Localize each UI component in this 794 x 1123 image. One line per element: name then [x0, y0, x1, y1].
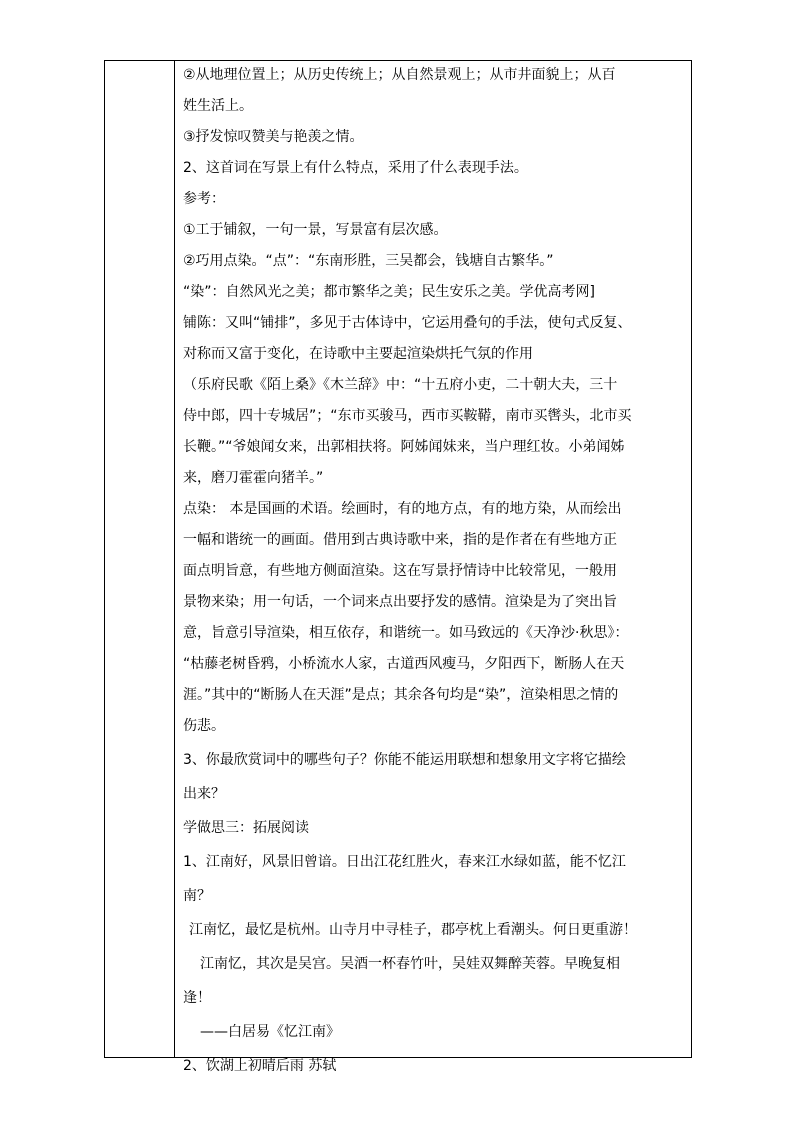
left-column-cell [105, 61, 175, 1057]
text-line: 伤悲。 [183, 718, 225, 734]
text-line: “染”：自然风光之美；都市繁华之美；民生安乐之美。学优高考网] [183, 284, 595, 300]
text-line: 意，旨意引导渲染，相互依存，和谐统一。如马致远的《天净沙·秋思》： [183, 625, 629, 641]
text-line: ③抒发惊叹赞美与艳羡之情。 [183, 129, 364, 145]
text-line: 侍中郎，四十专城居”；“东市买骏马，西市买鞍鞯，南市买辔头，北市买 [183, 408, 632, 424]
text-line: 涯。”其中的“断肠人在天涯”是点；其余各句均是“染”，渲染相思之情的 [183, 687, 619, 703]
text-line: 2、饮湖上初晴后雨 苏轼 [183, 1058, 337, 1074]
text-line: 出来？ [183, 786, 225, 802]
text-line: ②从地理位置上；从历史传统上；从自然景观上；从市井面貌上；从百 [183, 67, 616, 83]
text-line: 参考： [183, 191, 225, 207]
text-line: （乐府民歌《陌上桑》《木兰辞》中：“十五府小吏，二十朝大夫，三十 [183, 377, 618, 393]
text-line: ②巧用点染。“点”：“东南形胜，三吴都会，钱塘自古繁华。” [183, 253, 554, 269]
text-line: 面点明旨意，有些地方侧面渲染。这在写景抒情诗中比较常见，一般用 [183, 563, 617, 579]
text-line: 景物来染；用一句话，一个词来点出要抒发的感情。渲染是为了突出旨 [183, 594, 617, 610]
text-line: 学做思三：拓展阅读 [183, 820, 309, 836]
text-line: 长鞭。”“爷娘闻女来，出郭相扶将。阿姊闻妹来，当户理红妆。小弟闻姊 [183, 439, 625, 455]
text-line: 一幅和谐统一的画面。借用到古典诗歌中来，指的是作者在有些地方正 [183, 532, 617, 548]
text-line: 姓生活上。 [183, 98, 253, 114]
text-line: ①工于铺叙，一句一景，写景富有层次感。 [183, 222, 448, 238]
content-cell [183, 65, 688, 1077]
text-line: 江南忆，最忆是杭州。山寺月中寻桂子，郡亭枕上看潮头。何日更重游！ [189, 922, 637, 938]
text-line: 江南忆，其次是吴宫。吴酒一杯春竹叶，吴娃双舞醉芙蓉。早晚复相 [200, 956, 620, 972]
text-line: 来，磨刀霍霍向猪羊。” [183, 470, 324, 486]
text-line: 铺陈：又叫“铺排”，多见于古体诗中，它运用叠句的手法，使句式反复、 [183, 315, 632, 331]
text-line: 逢！ [183, 990, 211, 1006]
text-line: 3、你最欣赏词中的哪些句子？你能不能运用联想和想象用文字将它描绘 [183, 752, 626, 768]
text-line: 对称而又富于变化，在诗歌中主要起渲染烘托气氛的作用 [183, 346, 533, 362]
text-line: 点染： 本是国画的术语。绘画时，有的地方点，有的地方染，从而绘出 [183, 501, 622, 517]
text-line: ——白居易《忆江南》 [200, 1024, 340, 1040]
text-line: 2、这首词在写景上有什么特点，采用了什么表现手法。 [183, 160, 528, 176]
text-line: 1、江南好，风景旧曾谙。日出江花红胜火，春来江水绿如蓝，能不忆江 [183, 854, 626, 870]
document-table [104, 60, 692, 1074]
text-line: 南？ [183, 888, 211, 904]
text-line: “枯藤老树昏鸦，小桥流水人家，古道西风瘦马，夕阳西下，断肠人在天 [183, 656, 625, 672]
